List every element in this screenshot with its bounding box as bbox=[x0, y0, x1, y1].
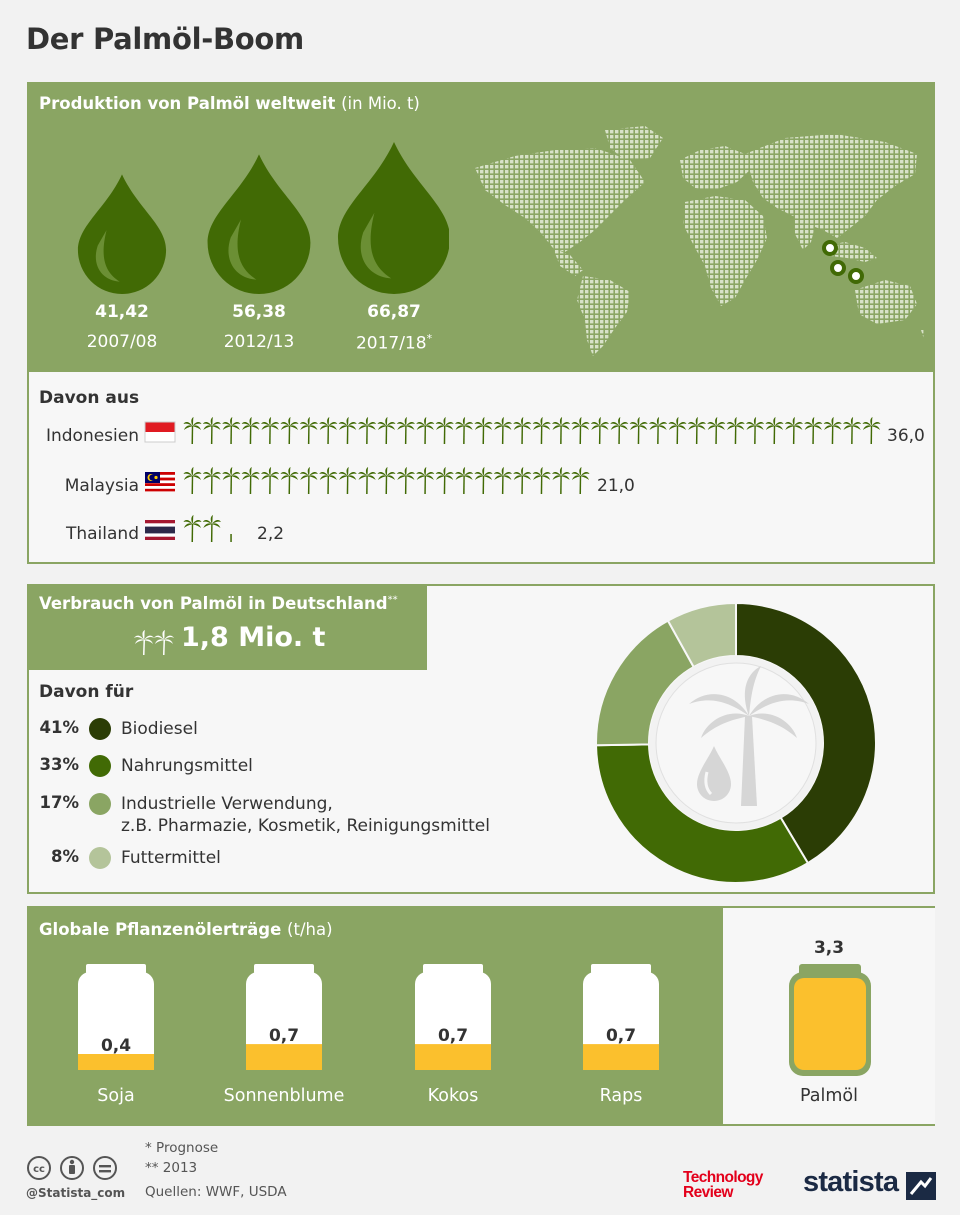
oil-jar-mark bbox=[583, 964, 659, 1070]
palm-tree-fraction-icon bbox=[230, 534, 232, 542]
palm-tree-icon bbox=[494, 417, 512, 444]
palm-tree-icon bbox=[203, 467, 221, 494]
palm-tree-icon bbox=[863, 417, 881, 444]
footer-note: ** 2013 bbox=[145, 1160, 198, 1176]
yield-label: Palmöl bbox=[800, 1086, 858, 1106]
yield-value: 0,7 bbox=[268, 1026, 300, 1046]
palm-tree-icon bbox=[669, 417, 687, 444]
svg-text:cc: cc bbox=[33, 1164, 45, 1175]
palm-tree-icon bbox=[766, 417, 784, 444]
palm-tree-icon bbox=[397, 417, 415, 444]
palm-tree-icon bbox=[358, 467, 376, 494]
palm-tree-icon bbox=[552, 417, 570, 444]
legend-swatch bbox=[89, 847, 111, 869]
thailand-flag-icon bbox=[144, 519, 178, 543]
palm-tree-icon bbox=[746, 417, 764, 444]
germany-title: Verbrauch von Palmöl in Deutschland** bbox=[39, 594, 398, 613]
palm-tree-icon bbox=[688, 417, 706, 444]
yield-label: Soja bbox=[97, 1086, 135, 1106]
production-panel bbox=[27, 82, 935, 372]
production-year: 2007/08 bbox=[86, 332, 158, 352]
production-value: 56,38 bbox=[232, 302, 286, 322]
palm-tree-icon bbox=[378, 417, 396, 444]
palm-tree-icon bbox=[203, 515, 221, 542]
palm-tree-icon bbox=[300, 417, 318, 444]
palm-tree-icon bbox=[455, 417, 473, 444]
palm-tree-icon bbox=[300, 467, 318, 494]
yield-label: Kokos bbox=[427, 1086, 479, 1106]
yield-value: 3,3 bbox=[813, 938, 845, 958]
yield-value: 0,7 bbox=[437, 1026, 469, 1046]
palm-tree-icon bbox=[261, 417, 279, 444]
technology-review-logo: Technology Review bbox=[683, 1169, 763, 1201]
palm-tree-icon bbox=[475, 417, 493, 444]
yield-value: 0,4 bbox=[100, 1036, 132, 1056]
palm-bar bbox=[183, 466, 603, 498]
palm-tree-icon bbox=[184, 467, 202, 494]
palm-tree-icon bbox=[222, 417, 240, 444]
legend-swatch bbox=[89, 793, 111, 815]
palm-tree-icon bbox=[319, 417, 337, 444]
palm-tree-icon bbox=[707, 417, 725, 444]
palm-bar bbox=[183, 416, 883, 448]
palm-tree-icon bbox=[222, 467, 240, 494]
country-value: 2,2 bbox=[257, 524, 285, 544]
legend-pct: 33% bbox=[39, 755, 79, 774]
palm-tree-icon bbox=[358, 417, 376, 444]
malaysia-flag-icon bbox=[144, 471, 178, 495]
indonesia-flag-icon bbox=[144, 421, 178, 445]
legend-pct: 8% bbox=[50, 847, 79, 866]
palm-tree-icon bbox=[785, 417, 803, 444]
footer-handle: @Statista_com bbox=[26, 1186, 126, 1200]
palm-tree-icon bbox=[824, 417, 842, 444]
palm-tree-icon bbox=[184, 515, 202, 542]
drops-chart bbox=[29, 124, 449, 324]
palm-tree-icon bbox=[455, 467, 473, 494]
production-value: 66,87 bbox=[367, 302, 421, 322]
footer-sources: Quellen: WWF, USDA bbox=[145, 1184, 287, 1200]
palm-tree-icon bbox=[610, 417, 628, 444]
germany-header bbox=[29, 586, 427, 670]
production-year: 2017/18* bbox=[355, 332, 433, 354]
indonesia-marker-icon bbox=[850, 270, 862, 282]
palm-tree-icon bbox=[339, 467, 357, 494]
palm-tree-icon bbox=[436, 467, 454, 494]
palm-tree-icon bbox=[572, 467, 590, 494]
palm-tree-icon bbox=[572, 417, 590, 444]
palm-trees-icon bbox=[133, 628, 177, 656]
palm-tree-icon bbox=[378, 467, 396, 494]
oil-jar-mark bbox=[789, 964, 871, 1076]
legend-pct: 41% bbox=[39, 718, 79, 737]
germany-panel bbox=[27, 584, 935, 894]
palm-tree-icon bbox=[513, 417, 531, 444]
legend-pct: 17% bbox=[39, 793, 79, 812]
production-title: Produktion von Palmöl weltweit (in Mio. t) bbox=[39, 94, 420, 113]
palm-tree-icon bbox=[727, 417, 745, 444]
palm-tree-icon bbox=[416, 417, 434, 444]
germany-amount: 1,8 Mio. t bbox=[181, 622, 326, 653]
footer-note: * Prognose bbox=[145, 1140, 219, 1156]
malaysia-marker-icon bbox=[832, 262, 844, 274]
yields-title: Globale Pflanzenölerträge (t/ha) bbox=[39, 920, 333, 939]
palm-tree-icon bbox=[843, 417, 861, 444]
country-value: 36,0 bbox=[887, 426, 925, 446]
legend-label: Futtermittel bbox=[121, 848, 221, 868]
legend-swatch bbox=[89, 755, 111, 777]
palm-tree-icon bbox=[513, 467, 531, 494]
palm-tree-icon bbox=[184, 417, 202, 444]
palm-tree-icon bbox=[533, 417, 551, 444]
creative-commons-icons bbox=[26, 1155, 120, 1183]
nd-icon bbox=[94, 1157, 116, 1179]
palm-tree-icon bbox=[436, 417, 454, 444]
page-title: Der Palmöl-Boom bbox=[26, 22, 304, 56]
legend-label-detail: z.B. Pharmazie, Kosmetik, Reinigungsmittel bbox=[121, 816, 490, 836]
palm-tree-icon bbox=[630, 417, 648, 444]
palm-tree-icon bbox=[281, 467, 299, 494]
countries-panel bbox=[27, 372, 935, 564]
production-value: 41,42 bbox=[95, 302, 149, 322]
palm-tree-icon bbox=[475, 467, 493, 494]
legend-label: Biodiesel bbox=[121, 719, 198, 739]
oil-drop-mark bbox=[338, 142, 449, 294]
palm-tree-icon bbox=[591, 417, 609, 444]
yield-label: Raps bbox=[599, 1086, 643, 1106]
germany-sub-title: Davon für bbox=[39, 682, 134, 702]
oil-jar-mark bbox=[246, 964, 322, 1070]
palm-tree-icon bbox=[261, 467, 279, 494]
yield-value: 0,7 bbox=[605, 1026, 637, 1046]
thailand-marker-icon bbox=[824, 242, 836, 254]
country-name: Indonesien bbox=[45, 426, 139, 446]
legend-label: Industrielle Verwendung, bbox=[121, 794, 333, 814]
palm-tree-icon bbox=[533, 467, 551, 494]
statista-logo: statista bbox=[803, 1166, 899, 1198]
palm-bar bbox=[183, 514, 303, 546]
legend-swatch bbox=[89, 718, 111, 740]
country-name: Thailand bbox=[65, 524, 139, 544]
yields-panel bbox=[27, 906, 935, 1126]
palm-tree-icon bbox=[242, 467, 260, 494]
palm-tree-icon bbox=[339, 417, 357, 444]
legend-label: Nahrungsmittel bbox=[121, 756, 253, 776]
yield-label: Sonnenblume bbox=[223, 1086, 345, 1106]
palm-tree-icon bbox=[281, 417, 299, 444]
oil-drop-mark bbox=[208, 154, 311, 294]
palm-tree-icon bbox=[319, 467, 337, 494]
oil-drop-mark bbox=[78, 174, 166, 294]
donut-inner bbox=[656, 663, 816, 823]
palm-tree-icon bbox=[242, 417, 260, 444]
statista-logo-icon bbox=[906, 1172, 936, 1200]
country-value: 21,0 bbox=[597, 476, 635, 496]
oil-jar-mark bbox=[415, 964, 491, 1070]
palm-tree-icon bbox=[552, 467, 570, 494]
production-year: 2012/13 bbox=[223, 332, 295, 352]
world-map-illustration bbox=[445, 120, 925, 360]
country-name: Malaysia bbox=[64, 476, 139, 496]
donut-chart bbox=[589, 596, 879, 886]
palm-tree-icon bbox=[649, 417, 667, 444]
palm-tree-icon bbox=[397, 467, 415, 494]
palm-tree-icon bbox=[416, 467, 434, 494]
palm-tree-icon bbox=[203, 417, 221, 444]
palm-tree-icon bbox=[804, 417, 822, 444]
palm-tree-icon bbox=[494, 467, 512, 494]
countries-title: Davon aus bbox=[39, 388, 140, 408]
